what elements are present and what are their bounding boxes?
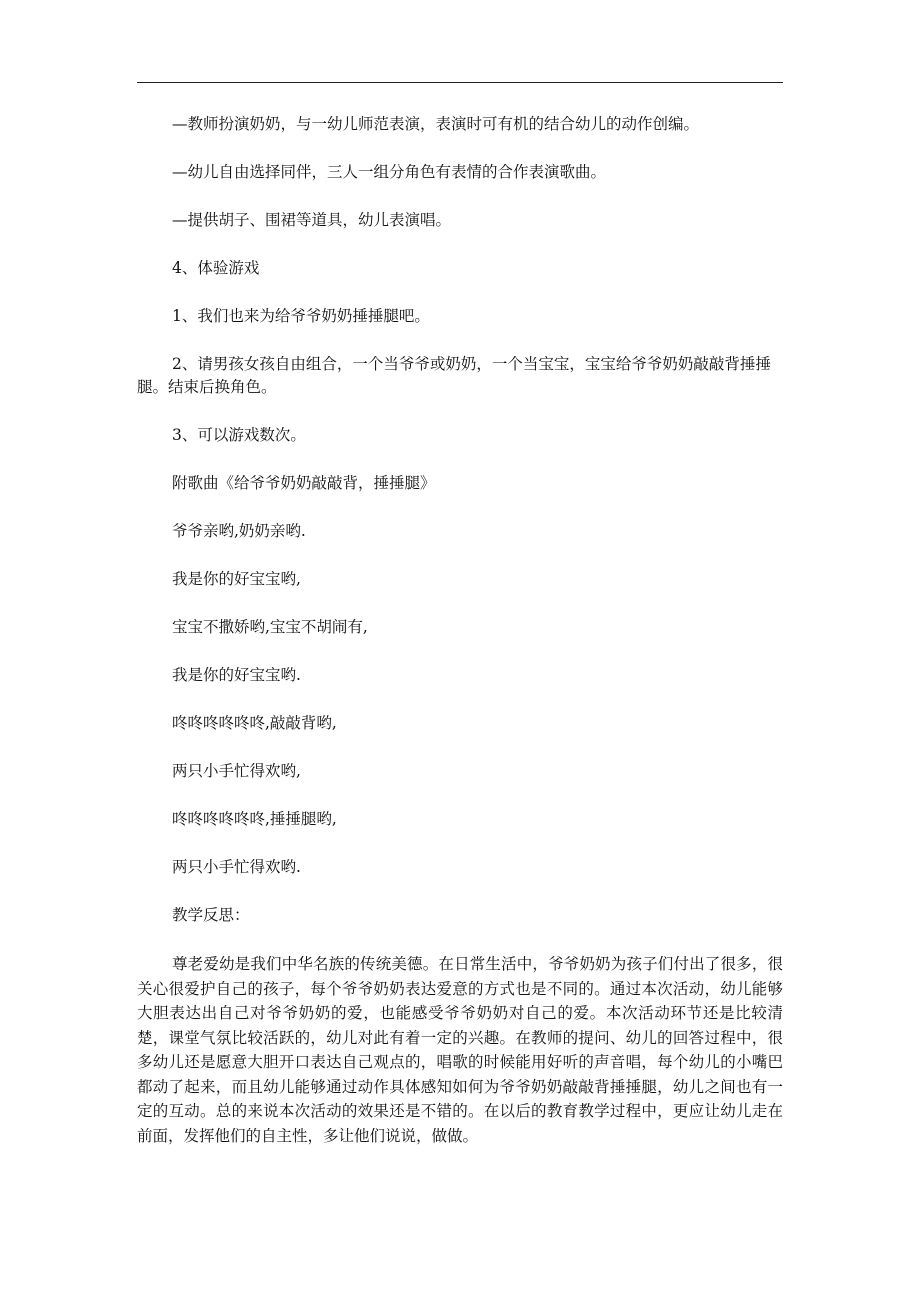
- lyric-line: 两只小手忙得欢哟,: [172, 762, 301, 780]
- song-title: 附歌曲《给爷爷奶奶敲敲背，捶捶腿》: [172, 474, 436, 492]
- section-heading-game: 4、体验游戏: [172, 259, 260, 277]
- paragraph-step-2: 2、请男孩女孩自由组合，一个当爷爷或奶奶，一个当宝宝，宝宝给爷爷奶奶敲敲背捶捶腿。结束后换角色。: [137, 355, 771, 396]
- reflection-heading: 教学反思：: [172, 906, 250, 924]
- lyric-line: 咚咚咚咚咚咚,敲敲背哟,: [172, 714, 337, 732]
- lyric-line: 两只小手忙得欢哟.: [172, 858, 301, 876]
- reflection-paragraph: 尊老爱幼是我们中华名族的传统美德。在日常生活中，爷爷奶奶为孩子们付出了很多，很关心很爱护自己的孩子，每个爷爷奶奶表达爱意的方式也是不同的。通过本次活动，幼儿能够大胆表达出自己对爷爷奶奶的爱，也能感受爷爷奶奶对自己的爱。本次活动环节还是比较清楚，课堂气氛比较活跃的，幼儿对此有着一定的兴趣。在教师的提问、幼儿的回答过程中，很多幼儿还是愿意大胆开口表达自己观点的，唱歌的时候能用好听的声音唱，每个幼儿的小嘴巴都动了起来，而且幼儿能够通过动作具体感知如何为爷爷奶奶敲敲背捶捶腿，幼儿之间也有一定的互动。总的来说本次活动的效果还是不错的。在以后的教育教学过程中，更应让幼儿走在前面，发挥他们的自主性，多让他们说说，做做。: [137, 955, 783, 1145]
- paragraph-step-1: 1、我们也来为给爷爷奶奶捶捶腿吧。: [172, 307, 430, 325]
- lyric-line: 宝宝不撒娇哟,宝宝不胡闹有,: [172, 618, 368, 636]
- lyric-line: 我是你的好宝宝哟.: [172, 666, 301, 684]
- lyric-line: 咚咚咚咚咚咚,捶捶腿哟,: [172, 810, 337, 828]
- lyric-line: 我是你的好宝宝哟,: [172, 570, 301, 588]
- header-rule: [137, 82, 783, 83]
- paragraph-group-performance: —幼儿自由选择同伴，三人一组分角色有表情的合作表演歌曲。: [172, 163, 607, 181]
- document-body: [137, 113, 783, 1148]
- paragraph-props: —提供胡子、围裙等道具，幼儿表演唱。: [172, 211, 452, 229]
- paragraph-teacher-demo: —教师扮演奶奶，与一幼儿师范表演，表演时可有机的结合幼儿的动作创编。: [172, 115, 700, 133]
- lyric-line: 爷爷亲哟,奶奶亲哟.: [172, 522, 306, 540]
- paragraph-step-3: 3、可以游戏数次。: [172, 426, 306, 444]
